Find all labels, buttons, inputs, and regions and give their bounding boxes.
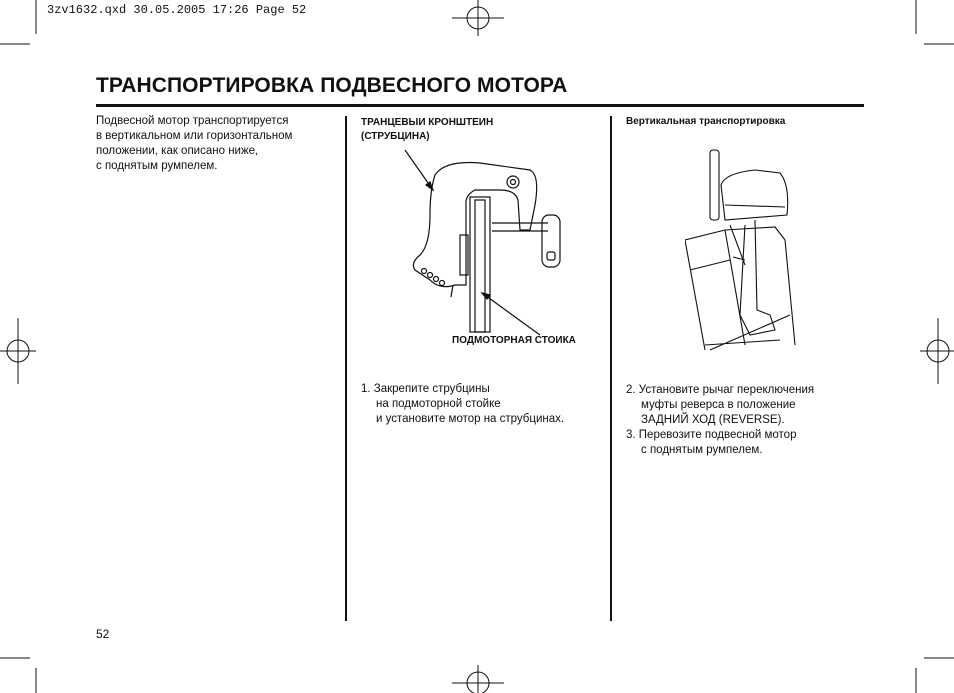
column-divider [345,116,347,621]
column-divider [610,116,612,621]
step-line: 1. Закрепите струбцины [361,383,490,395]
vertical-heading: Вертикальная транспортировка [626,116,786,127]
stand-label: ПОДМОТОРНАЯ СТОИКА [452,335,576,346]
intro-line: в вертикальном или горизонтальном [96,130,293,142]
intro-text [96,114,292,174]
step-line: муфты реверса в положение [641,399,796,411]
clamp-label [361,116,493,144]
step-line: 2. Установите рычаг переключения [626,384,815,396]
steps-2-3 [626,383,814,458]
motor-stand-illustration [685,145,800,355]
step-line: на подмоторной стойке [376,398,501,410]
page-title: ТРАНСПОРТИРОВКА ПОДВЕСНОГО МОТОРА [96,74,568,97]
step-line: ЗАДНИЙ ХОД (REVERSE). [641,414,785,426]
step-1 [361,382,564,427]
intro-line: Подвесной мотор транспортируется [96,115,289,127]
intro-line: положении, как описано ниже, [96,145,259,157]
clamp-label-line: ТРАНЦЕВЫИ КРОНШТЕИН [361,117,494,128]
clamp-label-line: (СТРУБЦИНА) [361,131,430,142]
step-line: 3. Перевозите подвесной мотор [626,429,797,441]
title-rule [96,104,864,107]
intro-line: с поднятым румпелем. [96,160,218,172]
file-header: 3zv1632.qxd 30.05.2005 17:26 Page 52 [47,3,307,17]
page-number: 52 [96,627,110,641]
step-line: с поднятым румпелем. [641,444,763,456]
clamp-illustration [400,145,600,340]
step-line: и установите мотор на струбцинах. [376,413,565,425]
